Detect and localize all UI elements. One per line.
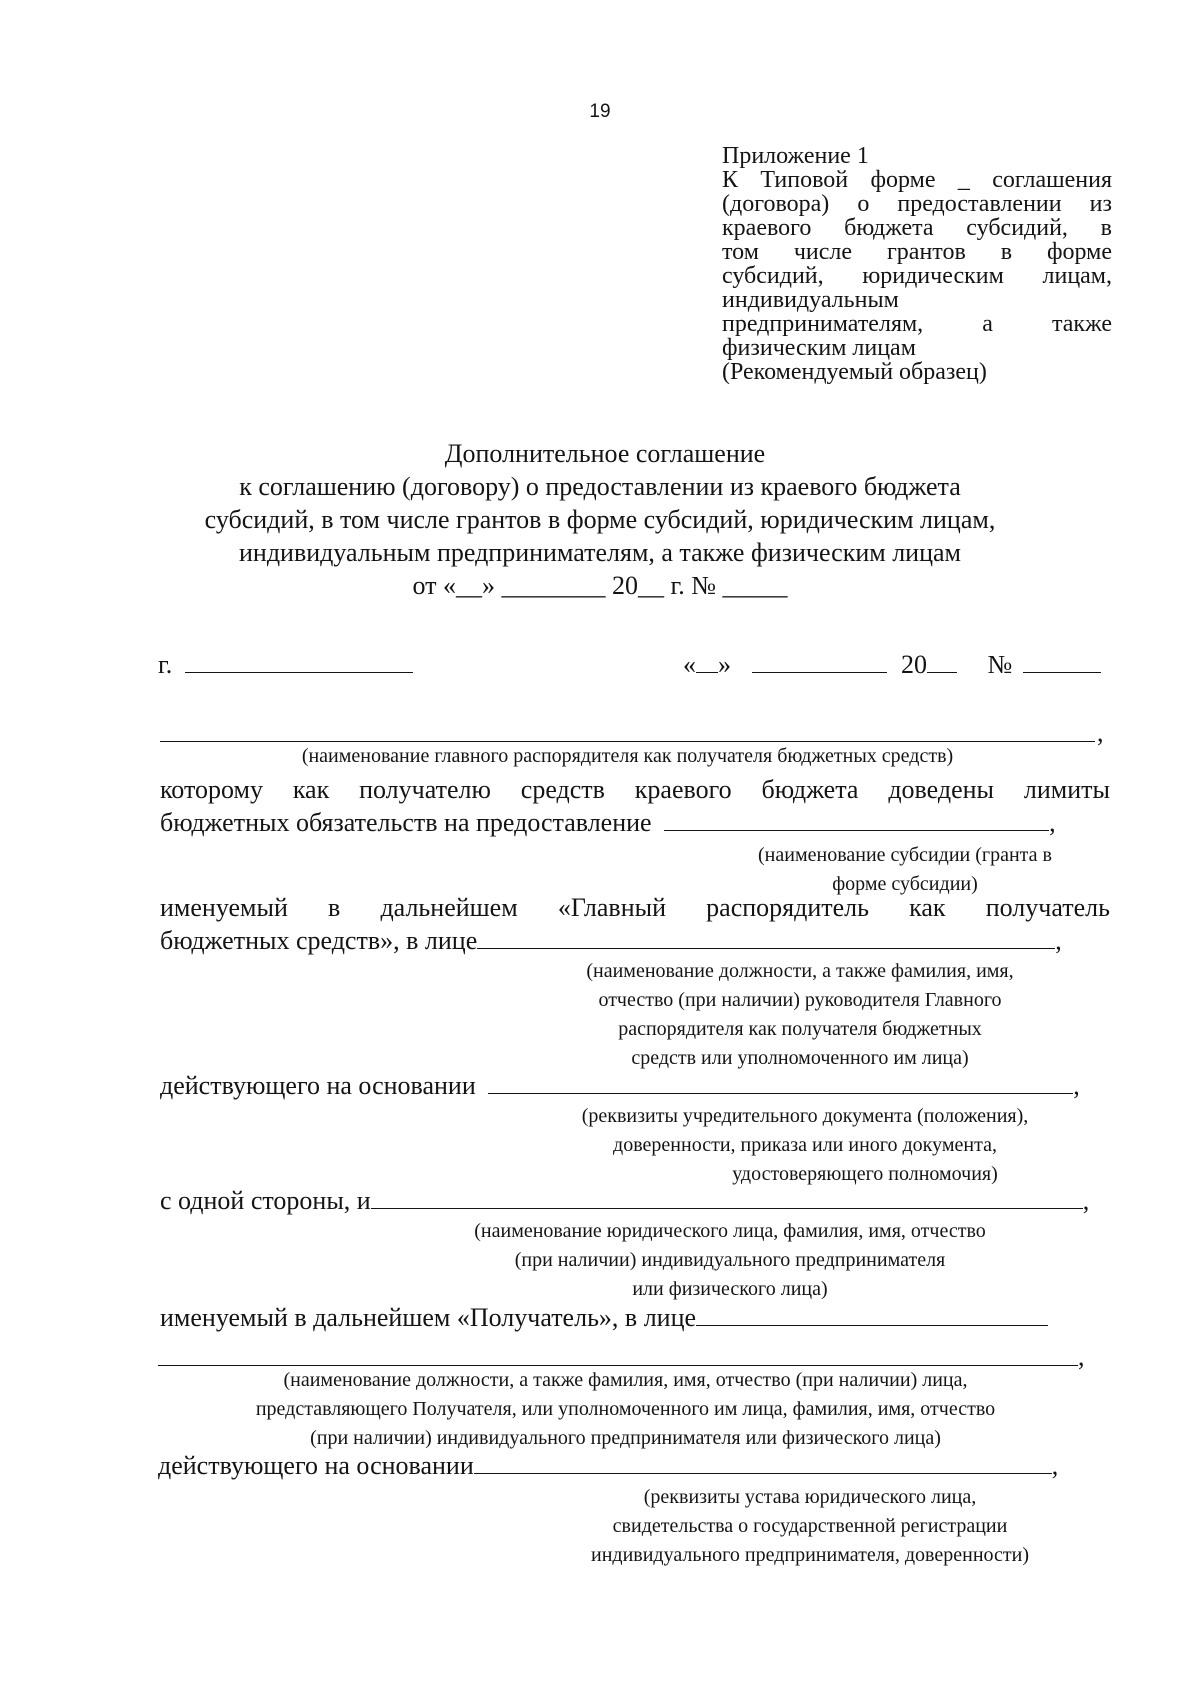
year-prefix: 20: [901, 650, 927, 679]
obligations-label: бюджетных обязательств на предоставление: [160, 808, 652, 837]
caption-line: (реквизиты устава юридического лица,: [643, 1486, 977, 1508]
caption-line: доверенности, приказа или иного документа,: [613, 1134, 997, 1156]
caption-line: (наименование должности, а также фамилия, имя, отчество (при наличии) лица,: [283, 1369, 968, 1391]
title-line: от «__» ________ 20__ г. № _____: [412, 571, 788, 600]
referred-word: дальнейшем: [380, 893, 518, 922]
recipient-blank: [696, 1303, 1048, 1326]
caption-line: свидетельства о государственной регистрации: [612, 1515, 1008, 1537]
caption-line: или физического лица): [632, 1278, 828, 1300]
city-blank: [185, 650, 413, 673]
basis-caption: [505, 1102, 1105, 1189]
person-blank: [477, 926, 1055, 949]
position-caption: [505, 957, 1095, 1073]
one-side-line: [160, 1186, 1089, 1216]
city-prefix: г.: [158, 650, 173, 679]
caption-line: распорядителя как получателя бюджетных: [618, 1018, 982, 1040]
subsidy-blank: [664, 808, 1049, 831]
comma: ,: [1078, 1342, 1085, 1371]
referred-word: как: [909, 893, 946, 922]
obligations-line: [160, 808, 1056, 838]
caption-line: (наименование субсидии (гранта в: [758, 844, 1052, 866]
appendix-line: К Типовой форме _ соглашения: [722, 168, 1112, 192]
basis2-label: действующего на основании: [158, 1451, 474, 1480]
appendix-line: Приложение 1: [722, 143, 869, 169]
comma: ,: [1049, 808, 1056, 837]
limits-text: которому как получателю средств краевого бюджета доведены лимиты: [160, 775, 1110, 804]
caption-line: форме субсидии): [832, 873, 978, 895]
caption-line: отчество (при наличии) руководителя Главного: [598, 989, 1002, 1011]
distributor-caption: (наименование главного распорядителя как получателя бюджетных средств): [301, 745, 954, 767]
caption-line: (при наличии) индивидуального предпринимателя: [514, 1249, 946, 1271]
referred-word: именуемый: [160, 893, 288, 922]
subsidy-caption: [705, 841, 1105, 899]
year-blank: [927, 650, 957, 673]
basis-blank: [488, 1071, 1073, 1094]
appendix-line: индивидуальным: [722, 287, 899, 313]
caption-line: (при наличии) индивидуального предпринимателя или физического лица): [310, 1427, 941, 1449]
appendix-line: физическим лицам: [722, 335, 916, 361]
title-line: индивидуальным предпринимателям, а также физическим лицам: [238, 538, 961, 567]
limits-line: [160, 775, 1110, 805]
appendix-line: краевого бюджета субсидий, в: [722, 216, 1112, 240]
month-blank: [752, 650, 887, 673]
referred-word: «Главный: [557, 893, 666, 922]
comma: ,: [1051, 1451, 1059, 1480]
recipient-label: именуемый в дальнейшем «Получатель», в лице: [160, 1303, 697, 1332]
title-line: Дополнительное соглашение: [444, 439, 766, 468]
number-blank: [1023, 650, 1101, 673]
person-label: бюджетных средств», в лице: [160, 926, 478, 955]
comma: ,: [1073, 1071, 1080, 1100]
basis-label: действующего на основании: [160, 1071, 476, 1100]
person-line: [160, 926, 1062, 956]
number-sign: №: [987, 650, 1013, 679]
appendix-line: субсидий, юридическим лицам,: [722, 264, 1112, 288]
entity-caption: [400, 1217, 1060, 1304]
comma: ,: [1097, 718, 1104, 747]
entity-blank: [371, 1186, 1083, 1209]
date-close-quote: »: [718, 650, 731, 679]
document-title: [0, 437, 1200, 602]
caption-line: (реквизиты учредительного документа (положения),: [581, 1105, 1029, 1127]
caption-line: представляющего Получателя, или уполномоченного им лица, фамилия, имя, отчество: [255, 1398, 996, 1420]
comma: ,: [1082, 1186, 1090, 1215]
referred-word: в: [328, 893, 341, 922]
referred-line: [160, 893, 1110, 923]
caption-line: удостоверяющего полномочия): [732, 1163, 998, 1185]
date-field: [683, 650, 1101, 680]
referred-word: распорядитель: [706, 893, 869, 922]
basis2-blank: [474, 1451, 1052, 1474]
basis-line: [160, 1071, 1080, 1101]
page-number: 19: [589, 101, 611, 122]
caption-line: (наименование юридического лица, фамилия, имя, отчество: [474, 1220, 986, 1242]
appendix-header: [722, 144, 1112, 384]
appendix-line: том числе грантов в форме: [722, 240, 1112, 264]
day-blank: [696, 650, 718, 673]
referred-word: получатель: [985, 893, 1110, 922]
city-field: [158, 650, 413, 680]
appendix-line: предпринимателям, а также: [722, 312, 1112, 336]
one-side-label: с одной стороны, и: [160, 1186, 371, 1215]
basis2-caption: [530, 1483, 1090, 1570]
basis2-line: [158, 1451, 1058, 1481]
caption-line: средств или уполномоченного им лица): [631, 1047, 969, 1069]
appendix-line: (договора) о предоставлении из: [722, 192, 1112, 216]
recipient-position-caption: [158, 1366, 1093, 1453]
caption-line: (наименование должности, а также фамилия, имя,: [586, 960, 1014, 982]
appendix-line: (Рекомендуемый образец): [722, 359, 987, 385]
comma: ,: [1055, 926, 1062, 955]
recipient-line: [160, 1303, 1048, 1333]
title-line: субсидий, в том числе грантов в форме субсидий, юридическим лицам,: [204, 505, 996, 534]
caption-line: индивидуального предпринимателя, доверенности): [590, 1544, 1030, 1566]
title-line: к соглашению (договору) о предоставлении из краевого бюджета: [239, 472, 961, 501]
date-open-quote: «: [683, 650, 696, 679]
